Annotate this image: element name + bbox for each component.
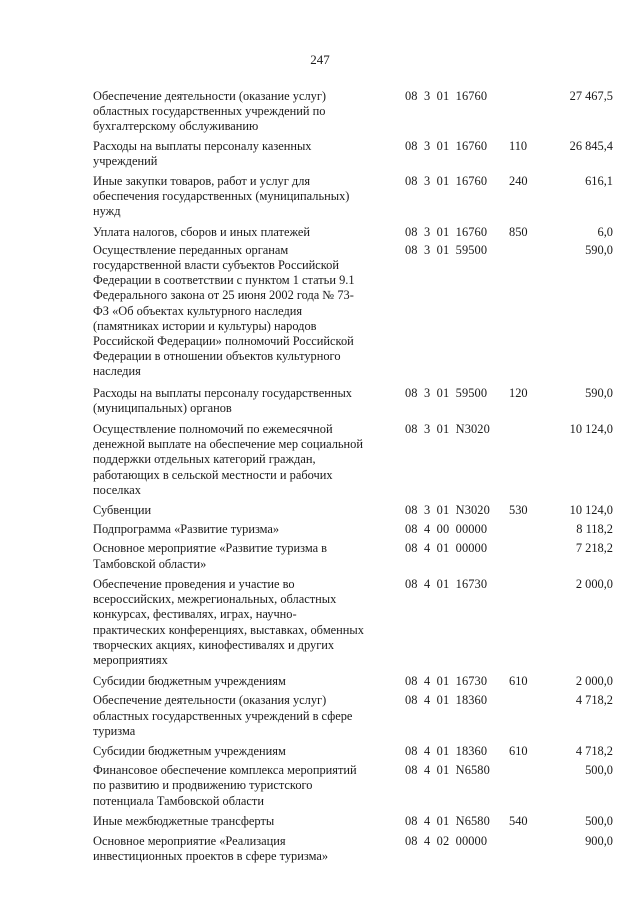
table-row	[93, 422, 613, 498]
row-expense-type: 540	[509, 813, 528, 828]
table-row	[93, 139, 613, 169]
row-expense-type: 120	[509, 385, 528, 400]
table-row	[93, 834, 613, 864]
row-code: 08 4 01 N6580	[405, 763, 490, 778]
row-amount: 4 718,2	[575, 743, 613, 758]
row-name: Расходы на выплаты персоналу государственных (муниципальных) органов	[93, 385, 352, 415]
row-code: 08 4 00 00000	[405, 522, 488, 537]
row-code: 08 3 01 59500	[405, 242, 488, 257]
row-name: Основное мероприятие «Развитие туризма в Тамбовской области»	[93, 541, 328, 571]
row-name: Осуществление переданных органам государственной власти субъектов Российской Федерации в соответствии с пунктом 1 статьи 9.1 Федерального закона от 25 июня 2002 года № 73-ФЗ «Об объектах культурного наследия (памятниках истории и культуры) народов Российской Федерации» полномочий Российской Федерации в отношении объектов культурного наследия	[93, 242, 355, 379]
row-amount: 8 118,2	[576, 522, 613, 537]
table-row	[93, 89, 613, 135]
row-amount: 500,0	[585, 763, 613, 778]
row-expense-type: 110	[509, 138, 528, 153]
row-amount: 900,0	[585, 833, 613, 848]
table-row	[93, 763, 613, 809]
row-name: Обеспечение деятельности (оказание услуг) областных государственных учреждений по бухгалтерскому обслуживанию	[93, 89, 327, 134]
row-amount: 500,0	[585, 813, 613, 828]
row-name: Субсидии бюджетным учреждениям	[93, 674, 286, 689]
row-name: Обеспечение проведения и участие во всероссийских, межрегиональных, областных конкурсах, фестивалях, играх, научно-практических конференциях, выставках, обменных творческих акциях, кинофестивалях и других мероприятиях	[93, 576, 364, 667]
row-code: 08 4 01 N6580	[405, 813, 490, 828]
row-code: 08 4 02 00000	[405, 833, 488, 848]
row-amount: 616,1	[585, 174, 613, 189]
table-row	[93, 174, 613, 220]
table-row	[93, 674, 613, 689]
row-amount: 7 218,2	[575, 541, 613, 556]
row-name: Иные закупки товаров, работ и услуг для обеспечения государственных (муниципальных) нужд	[93, 174, 350, 219]
row-expense-type: 530	[509, 503, 528, 518]
row-code: 08 3 01 N3020	[405, 422, 490, 437]
row-code: 08 4 01 18360	[405, 743, 488, 758]
row-code: 08 3 01 N3020	[405, 503, 490, 518]
row-code: 08 4 01 16730	[405, 576, 488, 591]
row-amount: 4 718,2	[575, 693, 613, 708]
row-code: 08 4 01 00000	[405, 541, 488, 556]
row-code: 08 4 01 16730	[405, 674, 488, 689]
row-amount: 590,0	[585, 385, 613, 400]
row-amount: 590,0	[585, 242, 613, 257]
row-name: Подпрограмма «Развитие туризма»	[93, 522, 280, 537]
table-row	[93, 577, 613, 668]
row-amount: 2 000,0	[575, 674, 613, 689]
row-code: 08 4 01 18360	[405, 693, 488, 708]
row-expense-type: 610	[509, 743, 528, 758]
table-row	[93, 522, 613, 537]
row-name: Субсидии бюджетным учреждениям	[93, 743, 286, 758]
table-row	[93, 243, 613, 380]
table-row	[93, 693, 613, 739]
table-row	[93, 503, 613, 518]
row-name: Основное мероприятие «Реализация инвестиционных проектов в сфере туризма»	[93, 833, 329, 864]
row-name: Осуществление полномочий по ежемесячной денежной выплате на обеспечение мер социальной поддержки отдельных категорий граждан, работающих в сельской местности и рабочих поселках	[93, 422, 364, 497]
row-amount: 26 845,4	[569, 138, 613, 153]
row-code: 08 3 01 16760	[405, 224, 488, 239]
table-row	[93, 814, 613, 829]
row-name: Иные межбюджетные трансферты	[93, 813, 275, 828]
table-row	[93, 744, 613, 759]
row-amount: 10 124,0	[569, 503, 613, 518]
row-expense-type: 610	[509, 674, 528, 689]
row-expense-type: 240	[509, 174, 528, 189]
row-expense-type: 850	[509, 224, 528, 239]
row-code: 08 3 01 59500	[405, 385, 488, 400]
table-row	[93, 386, 613, 416]
row-amount: 27 467,5	[569, 89, 613, 103]
row-code: 08 3 01 16760	[405, 89, 488, 103]
row-name: Финансовое обеспечение комплекса мероприятий по развитию и продвижению туристского потенциала Тамбовской области	[93, 763, 357, 808]
table-row	[93, 541, 613, 571]
row-name: Субвенции	[93, 503, 152, 518]
row-amount: 10 124,0	[569, 422, 613, 437]
row-name: Обеспечение деятельности (оказания услуг) областных государственных учреждений в сфере туризма	[93, 693, 353, 738]
row-name: Расходы на выплаты персоналу казенных учреждений	[93, 138, 312, 168]
page-number: 247	[310, 52, 330, 67]
row-name: Уплата налогов, сборов и иных платежей	[93, 224, 311, 239]
row-amount: 2 000,0	[575, 576, 613, 591]
row-amount: 6,0	[597, 224, 613, 239]
row-code: 08 3 01 16760	[405, 138, 488, 153]
budget-table	[93, 89, 613, 867]
row-code: 08 3 01 16760	[405, 174, 488, 189]
table-row	[93, 225, 613, 240]
